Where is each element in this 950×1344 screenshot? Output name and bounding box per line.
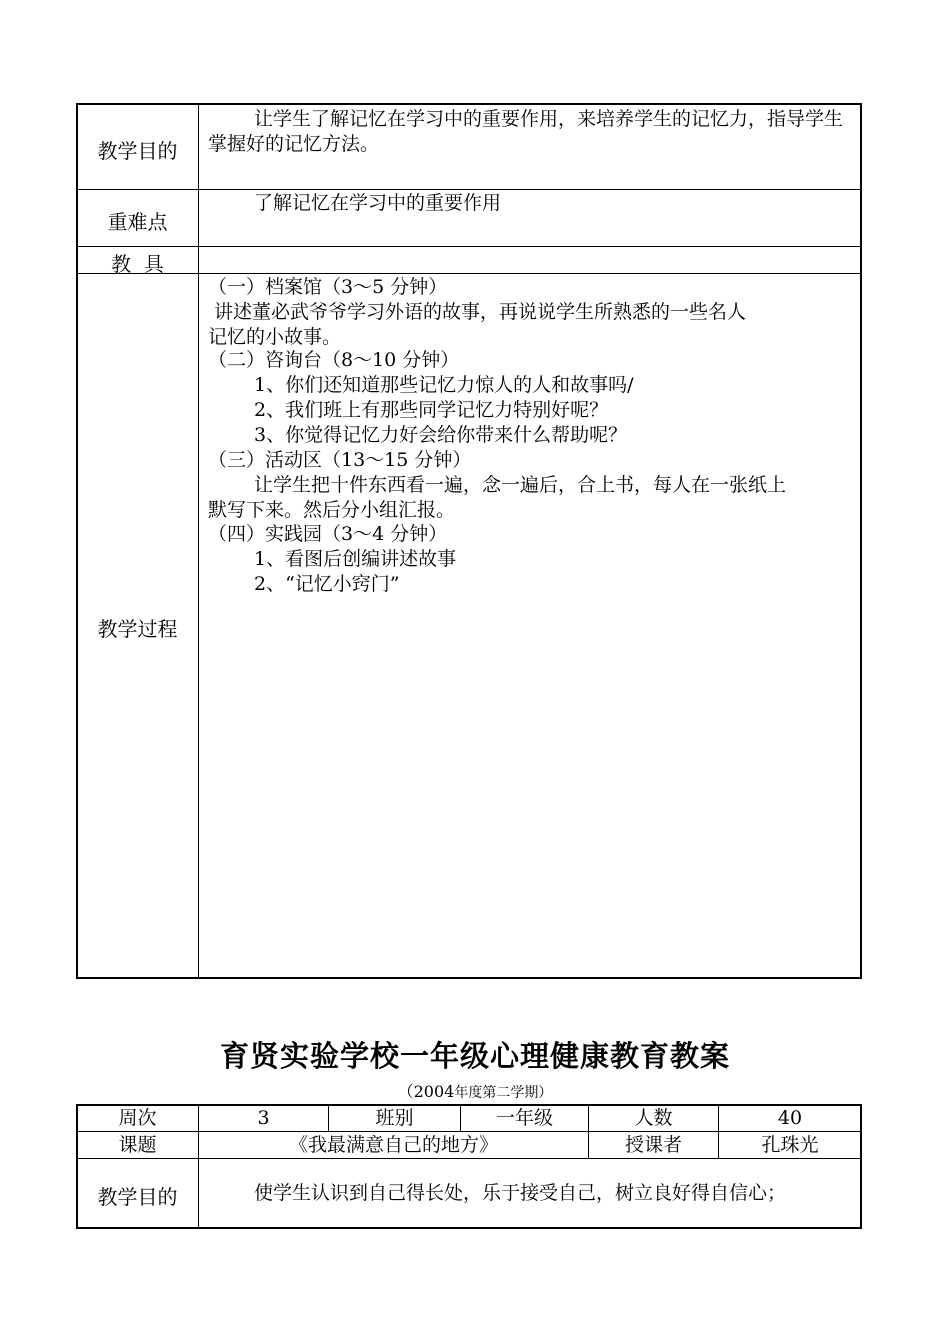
- class-label: 班别: [375, 1107, 414, 1129]
- process-line: （三）活动区（13～15 分钟）: [208, 449, 472, 471]
- class-value: 一年级: [495, 1107, 553, 1129]
- process-line: 3、你觉得记忆力好会给你带来什么帮助呢？: [254, 424, 628, 446]
- table2-row-divider: [77, 1158, 861, 1159]
- document-subtitle: [0, 1079, 950, 1102]
- table1-row-divider: [77, 246, 861, 247]
- table2-row-divider: [77, 1131, 861, 1132]
- process-line: 1、看图后创编讲述故事: [254, 548, 457, 570]
- subtitle-year: （2004: [397, 1082, 455, 1101]
- process-line: 默写下来。然后分小组汇报。: [208, 499, 456, 521]
- table1-row-divider: [77, 189, 861, 190]
- count-label: 人数: [634, 1107, 673, 1129]
- week-label: 周次: [118, 1107, 157, 1129]
- objective2-content: 使学生认识到自己得长处，乐于接受自己，树立良好得自信心；: [254, 1182, 787, 1204]
- process-line: 2、“记忆小窍门”: [254, 573, 400, 595]
- topic-value: 《我最满意自己的地方》: [288, 1134, 498, 1156]
- process-line: 1、你们还知道那些记忆力惊人的人和故事吗/: [254, 374, 634, 396]
- subtitle-term: 年度第二学期）: [454, 1085, 553, 1101]
- process-line: 记忆的小故事。: [208, 326, 342, 348]
- table1-column-divider: [198, 104, 199, 978]
- process-line: （二）咨询台（8～10 分钟）: [208, 349, 460, 371]
- objective2-label: 教学目的: [97, 1185, 178, 1209]
- count-value: 40: [777, 1107, 803, 1129]
- process-line: 让学生把十件东西看一遍，念一遍后，合上书，每人在一张纸上: [254, 474, 787, 496]
- teacher-value: 孔珠光: [761, 1134, 819, 1156]
- process-line: 讲述董必武爷爷学习外语的故事，再说说学生所熟悉的一些名人: [208, 301, 747, 323]
- topic-label: 课题: [118, 1134, 157, 1156]
- week-value: 3: [257, 1107, 270, 1129]
- document-title: 育贤实验学校一年级心理健康教育教案: [219, 1039, 730, 1073]
- objective-content: 让学生了解记忆在学习中的重要作用，来培养学生的记忆力，指导学生掌握好的记忆方法。: [208, 108, 844, 155]
- teaching-aids-label: 教 具: [111, 252, 164, 276]
- key-point-label: 重难点: [107, 210, 168, 234]
- process-line: 2、我们班上有那些同学记忆力特别好呢？: [254, 399, 609, 421]
- process-line: （一）档案馆（3～5 分钟）: [208, 276, 448, 298]
- objective-label: 教学目的: [97, 139, 178, 163]
- process-line: （四）实践园（3～4 分钟）: [208, 523, 448, 545]
- teacher-label: 授课者: [624, 1134, 682, 1156]
- key-point-content: 了解记忆在学习中的重要作用: [254, 192, 502, 214]
- process-label: 教学过程: [97, 617, 178, 641]
